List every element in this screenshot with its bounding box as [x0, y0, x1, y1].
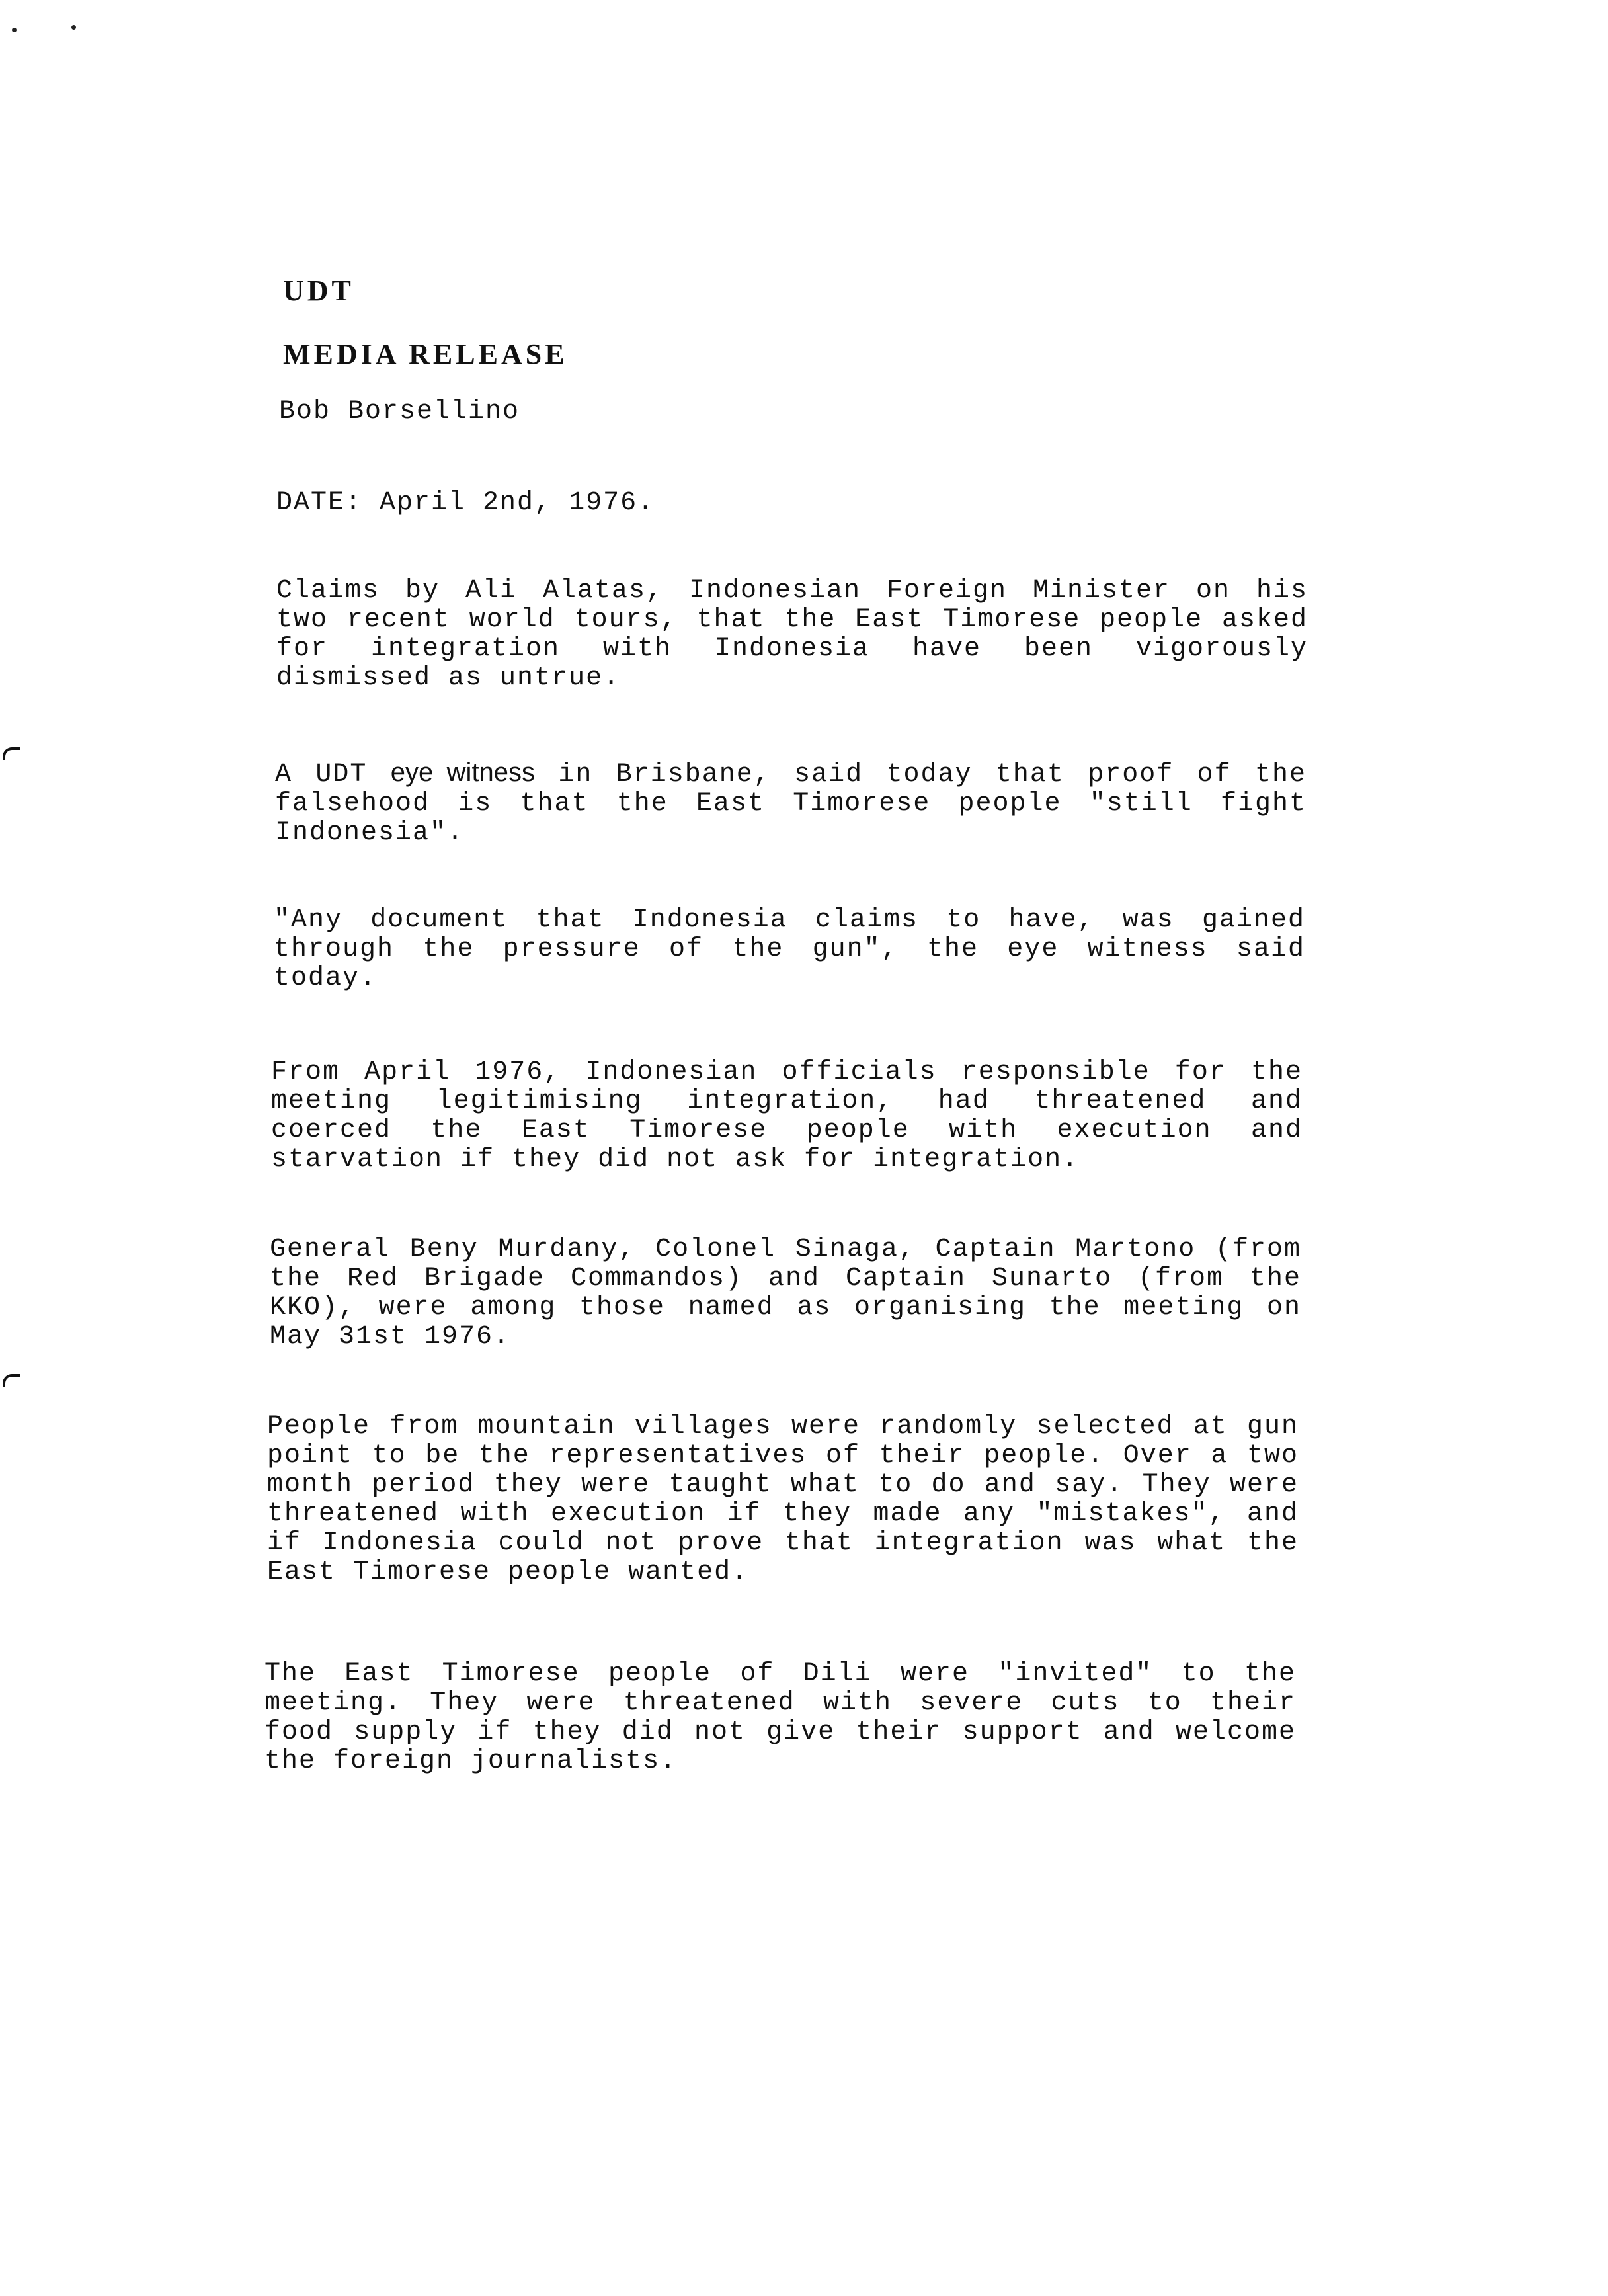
scan-speck	[71, 25, 76, 30]
paragraph-text: in Brisbane, said today that proof of the falsehood is that the East Timorese people "still fight Indonesia".	[275, 760, 1306, 848]
paragraph-text: General Beny Murdany, Colonel Sinaga, Captain Martono (from the Red Brigade Commandos) and Captain Sunarto (from the KKO), were among those named as organising the meeting on May 31st 1976.	[270, 1235, 1301, 1352]
org-heading: UDT	[283, 274, 354, 307]
paragraph-claims	[276, 577, 1308, 693]
eye-witness-phrase: eye witness	[390, 758, 536, 787]
binding-mark	[3, 747, 20, 760]
paragraph-villagers	[267, 1413, 1299, 1587]
paragraph-officials	[271, 1058, 1303, 1174]
document-title: MEDIA RELEASE	[283, 338, 568, 370]
scan-speck	[12, 28, 17, 32]
paragraph-text: The East Timorese people of Dili were "invited" to the meeting. They were threatened with severe cuts to their food supply if they did not give their support and welcome the foreign journalists.	[264, 1659, 1296, 1776]
paragraph-text: "Any document that Indonesia claims to have, was gained through the pressure of the gun", the eye witness said today.	[274, 905, 1305, 993]
paragraph-text: People from mountain villages were randomly selected at gun point to be the representatives of their people. Over a two month period they were taught what to do and say. They were threatened with execution if they made any "mistakes", and if Indonesia could not prove that integration was what the East Timorese people wanted.	[267, 1412, 1299, 1587]
binding-mark	[3, 1374, 20, 1387]
paragraph-named-officers	[270, 1235, 1301, 1352]
paragraph-eye-witness	[275, 758, 1306, 848]
date-line: DATE: April 2nd, 1976.	[276, 488, 655, 518]
paragraph-lead: A UDT	[275, 760, 391, 790]
paragraph-text: From April 1976, Indonesian officials responsible for the meeting legitimising integration, had threatened and coerced the East Timorese people with execution and starvation if they did not ask for integration.	[271, 1057, 1303, 1174]
author-line: Bob Borsellino	[279, 397, 520, 427]
paragraph-document-claim	[274, 906, 1305, 993]
paragraph-text: Claims by Ali Alatas, Indonesian Foreign Minister on his two recent world tours, that the East Timorese people asked for integration with Indonesia have been vigorously dismissed as untrue.	[276, 576, 1308, 693]
paragraph-dili	[264, 1660, 1296, 1776]
